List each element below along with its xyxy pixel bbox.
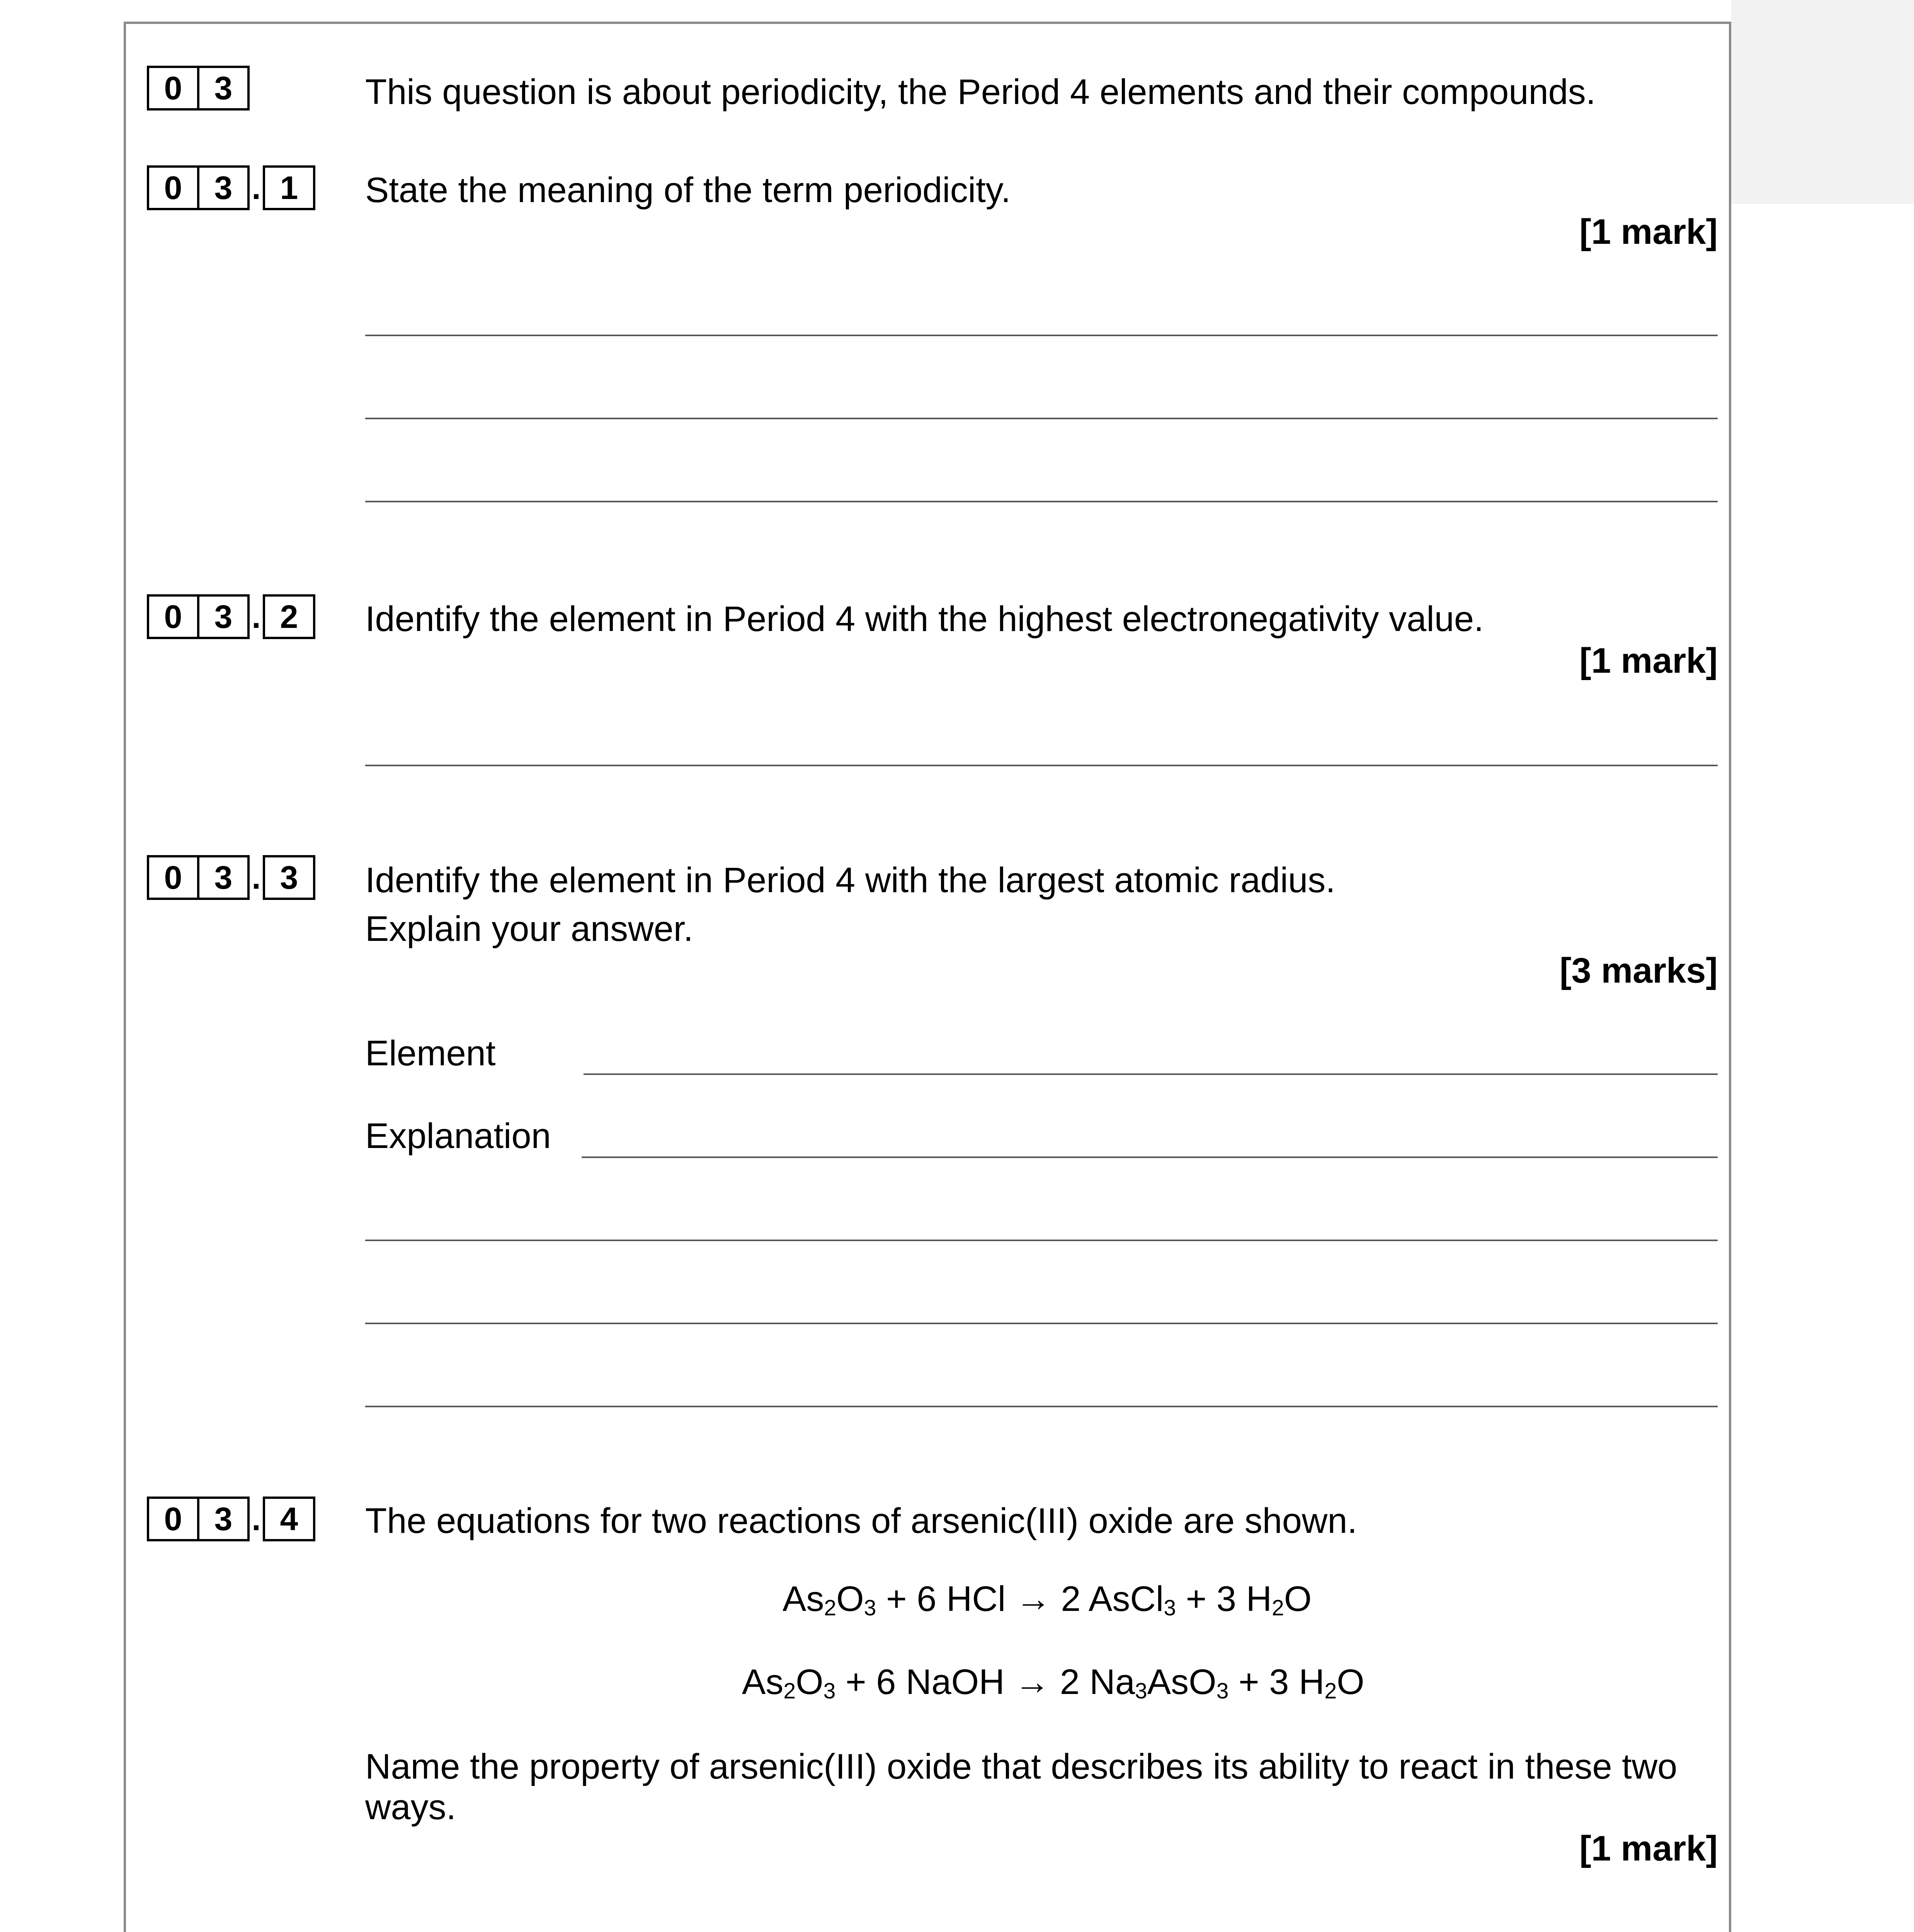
question-intro: This question is about periodicity, the Period 4 elements and their compounds. bbox=[365, 72, 1596, 112]
question-digit: 4 bbox=[263, 1497, 315, 1541]
question-dot: . bbox=[252, 170, 261, 206]
question-digit: 3 bbox=[199, 165, 250, 210]
question-number-03-3 bbox=[147, 855, 315, 900]
answer-line[interactable] bbox=[365, 501, 1718, 502]
marks-label: [1 mark] bbox=[1579, 1829, 1718, 1868]
equation-hcl: $As_2O_3 + 6$ HCl → 2 AsCl$_3$ + 3 $H_2O$ bbox=[783, 1579, 1312, 1621]
question-text: State the meaning of the term periodicity. bbox=[365, 170, 1011, 210]
question-digit: 0 bbox=[147, 66, 199, 111]
question-digit: 2 bbox=[263, 594, 315, 639]
answer-line[interactable] bbox=[365, 765, 1718, 766]
question-text: Identify the element in Period 4 with the largest atomic radius. bbox=[365, 861, 1336, 900]
equation-naoh: $As_2O_3 + 6$ NaOH → 2 $Na_3AsO_3 + 3$ $H_2O$ bbox=[742, 1662, 1364, 1704]
question-text: Explain your answer. bbox=[365, 909, 693, 949]
margin-shade bbox=[1731, 0, 1914, 204]
answer-line[interactable] bbox=[365, 1240, 1718, 1241]
question-digit: 0 bbox=[147, 855, 199, 900]
element-label: Element bbox=[365, 1034, 496, 1073]
answer-line[interactable] bbox=[365, 335, 1718, 336]
question-text: ways. bbox=[365, 1787, 456, 1827]
question-text: Identify the element in Period 4 with the highest electronegativity value. bbox=[365, 599, 1484, 639]
explanation-answer-line[interactable] bbox=[582, 1156, 1718, 1158]
question-number-03-4 bbox=[147, 1497, 315, 1541]
question-digit: 0 bbox=[147, 594, 199, 639]
question-digit: 0 bbox=[147, 1497, 199, 1541]
question-text: Name the property of arsenic(III) oxide that describes its ability to react in these two bbox=[365, 1747, 1678, 1786]
question-dot: . bbox=[252, 1501, 261, 1537]
element-answer-line[interactable] bbox=[584, 1073, 1718, 1075]
question-dot: . bbox=[252, 599, 261, 635]
question-digit: 1 bbox=[263, 165, 315, 210]
question-digit: 3 bbox=[199, 594, 250, 639]
question-number-03-1 bbox=[147, 165, 315, 210]
question-digit: 3 bbox=[263, 855, 315, 900]
answer-line[interactable] bbox=[365, 418, 1718, 419]
question-digit: 3 bbox=[199, 855, 250, 900]
question-digit: 3 bbox=[199, 1497, 250, 1541]
marks-label: [3 marks] bbox=[1559, 951, 1718, 990]
explanation-label: Explanation bbox=[365, 1116, 551, 1156]
question-dot: . bbox=[252, 859, 261, 896]
question-digit: 0 bbox=[147, 165, 199, 210]
answer-line[interactable] bbox=[365, 1406, 1718, 1407]
marks-label: [1 mark] bbox=[1579, 212, 1718, 252]
question-number-03 bbox=[147, 66, 250, 111]
page-frame bbox=[124, 22, 1731, 1932]
marks-label: [1 mark] bbox=[1579, 641, 1718, 680]
answer-line[interactable] bbox=[365, 1323, 1718, 1324]
question-number-03-2 bbox=[147, 594, 315, 639]
question-text: The equations for two reactions of arsenic(III) oxide are shown. bbox=[365, 1501, 1358, 1541]
question-digit: 3 bbox=[199, 66, 250, 111]
